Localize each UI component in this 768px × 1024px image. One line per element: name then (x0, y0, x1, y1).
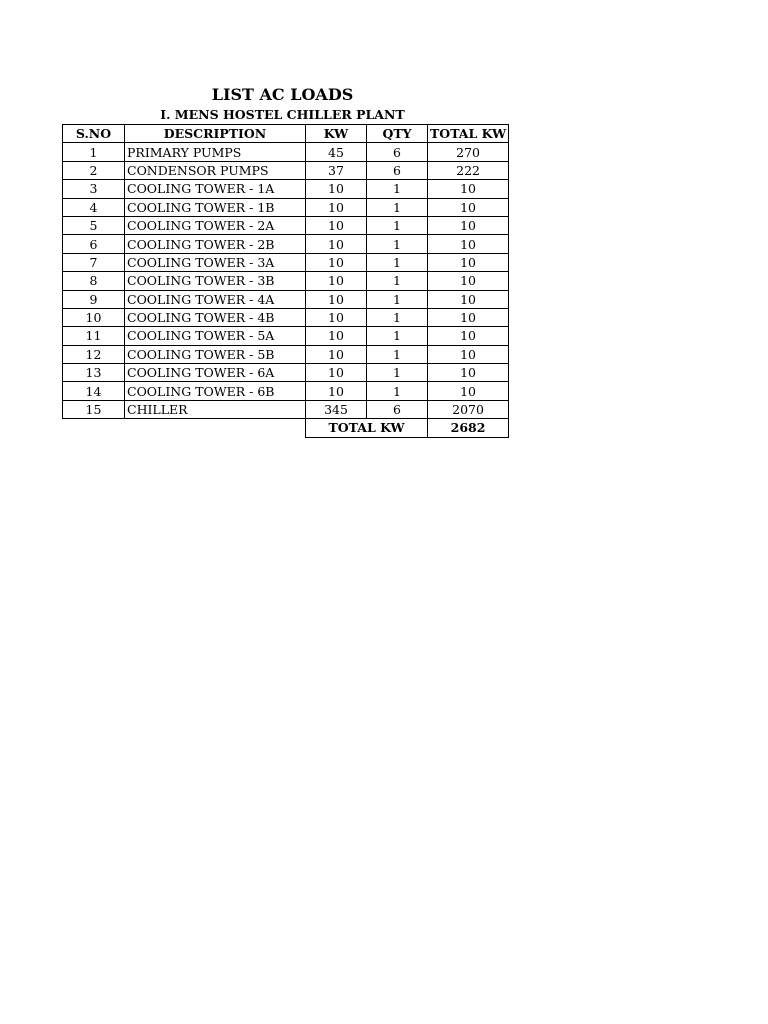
cell-qty: 1 (367, 345, 428, 363)
table-row (63, 180, 509, 198)
cell-description: COOLING TOWER - 2B (125, 235, 306, 253)
cell-kw: 345 (306, 400, 367, 418)
cell-description: COOLING TOWER - 6B (125, 382, 306, 400)
table-row (63, 161, 509, 179)
cell-total-kw: 10 (428, 216, 509, 234)
cell-total-kw: 10 (428, 290, 509, 308)
cell-description: COOLING TOWER - 3A (125, 253, 306, 271)
cell-kw: 10 (306, 272, 367, 290)
cell-kw: 10 (306, 180, 367, 198)
cell-qty: 1 (367, 235, 428, 253)
table-row (63, 253, 509, 271)
total-kw-value: 2682 (428, 419, 509, 437)
cell-sno: 14 (63, 382, 125, 400)
cell-total-kw: 10 (428, 180, 509, 198)
cell-total-kw: 10 (428, 272, 509, 290)
cell-description: CHILLER (125, 400, 306, 418)
cell-sno: 8 (63, 272, 125, 290)
cell-qty: 6 (367, 400, 428, 418)
cell-kw: 45 (306, 143, 367, 161)
table-row (63, 345, 509, 363)
cell-kw: 10 (306, 327, 367, 345)
total-kw-label: TOTAL KW (306, 419, 428, 437)
cell-total-kw: 10 (428, 198, 509, 216)
cell-qty: 1 (367, 364, 428, 382)
cell-kw: 10 (306, 382, 367, 400)
table-row (63, 364, 509, 382)
cell-description: COOLING TOWER - 4A (125, 290, 306, 308)
table-row (63, 235, 509, 253)
cell-sno: 11 (63, 327, 125, 345)
cell-sno: 1 (63, 143, 125, 161)
cell-kw: 10 (306, 290, 367, 308)
cell-kw: 10 (306, 253, 367, 271)
table-row (63, 290, 509, 308)
cell-description: COOLING TOWER - 4B (125, 308, 306, 326)
table-row (63, 216, 509, 234)
cell-qty: 1 (367, 290, 428, 308)
total-row (63, 419, 509, 437)
cell-kw: 10 (306, 198, 367, 216)
table-row (63, 308, 509, 326)
header-description: DESCRIPTION (125, 125, 306, 143)
header-qty: QTY (367, 125, 428, 143)
cell-total-kw: 10 (428, 345, 509, 363)
cell-qty: 1 (367, 272, 428, 290)
cell-qty: 1 (367, 216, 428, 234)
cell-total-kw: 10 (428, 253, 509, 271)
cell-qty: 6 (367, 161, 428, 179)
cell-sno: 2 (63, 161, 125, 179)
cell-total-kw: 10 (428, 364, 509, 382)
cell-qty: 1 (367, 308, 428, 326)
cell-sno: 5 (63, 216, 125, 234)
table-row (63, 327, 509, 345)
ac-loads-table (62, 124, 509, 438)
cell-total-kw: 10 (428, 327, 509, 345)
cell-description: COOLING TOWER - 6A (125, 364, 306, 382)
table-row (63, 382, 509, 400)
cell-description: PRIMARY PUMPS (125, 143, 306, 161)
cell-total-kw: 222 (428, 161, 509, 179)
cell-kw: 10 (306, 364, 367, 382)
table-body (63, 143, 509, 437)
cell-description: COOLING TOWER - 1B (125, 198, 306, 216)
cell-qty: 6 (367, 143, 428, 161)
cell-qty: 1 (367, 180, 428, 198)
cell-kw: 10 (306, 235, 367, 253)
cell-description: COOLING TOWER - 3B (125, 272, 306, 290)
cell-sno: 9 (63, 290, 125, 308)
cell-total-kw: 2070 (428, 400, 509, 418)
cell-kw: 10 (306, 308, 367, 326)
cell-total-kw: 10 (428, 308, 509, 326)
cell-sno: 10 (63, 308, 125, 326)
cell-description: COOLING TOWER - 2A (125, 216, 306, 234)
cell-description: COOLING TOWER - 5B (125, 345, 306, 363)
cell-sno: 4 (63, 198, 125, 216)
table-row (63, 143, 509, 161)
page-title: LIST AC LOADS (211, 85, 354, 104)
header-kw: KW (306, 125, 367, 143)
cell-sno: 3 (63, 180, 125, 198)
cell-qty: 1 (367, 253, 428, 271)
total-row-spacer (63, 419, 306, 437)
cell-sno: 15 (63, 400, 125, 418)
cell-qty: 1 (367, 382, 428, 400)
table-header-row (63, 125, 509, 143)
header-sno: S.NO (63, 125, 125, 143)
cell-total-kw: 10 (428, 382, 509, 400)
cell-description: CONDENSOR PUMPS (125, 161, 306, 179)
table-row (63, 198, 509, 216)
cell-qty: 1 (367, 327, 428, 345)
cell-total-kw: 270 (428, 143, 509, 161)
cell-total-kw: 10 (428, 235, 509, 253)
table-row (63, 400, 509, 418)
cell-description: COOLING TOWER - 1A (125, 180, 306, 198)
cell-sno: 12 (63, 345, 125, 363)
cell-sno: 6 (63, 235, 125, 253)
cell-kw: 37 (306, 161, 367, 179)
cell-description: COOLING TOWER - 5A (125, 327, 306, 345)
cell-sno: 13 (63, 364, 125, 382)
cell-kw: 10 (306, 345, 367, 363)
cell-qty: 1 (367, 198, 428, 216)
header-total-kw: TOTAL KW (428, 125, 509, 143)
table-row (63, 272, 509, 290)
cell-sno: 7 (63, 253, 125, 271)
section-subtitle: I. MENS HOSTEL CHILLER PLANT (160, 107, 405, 122)
cell-kw: 10 (306, 216, 367, 234)
